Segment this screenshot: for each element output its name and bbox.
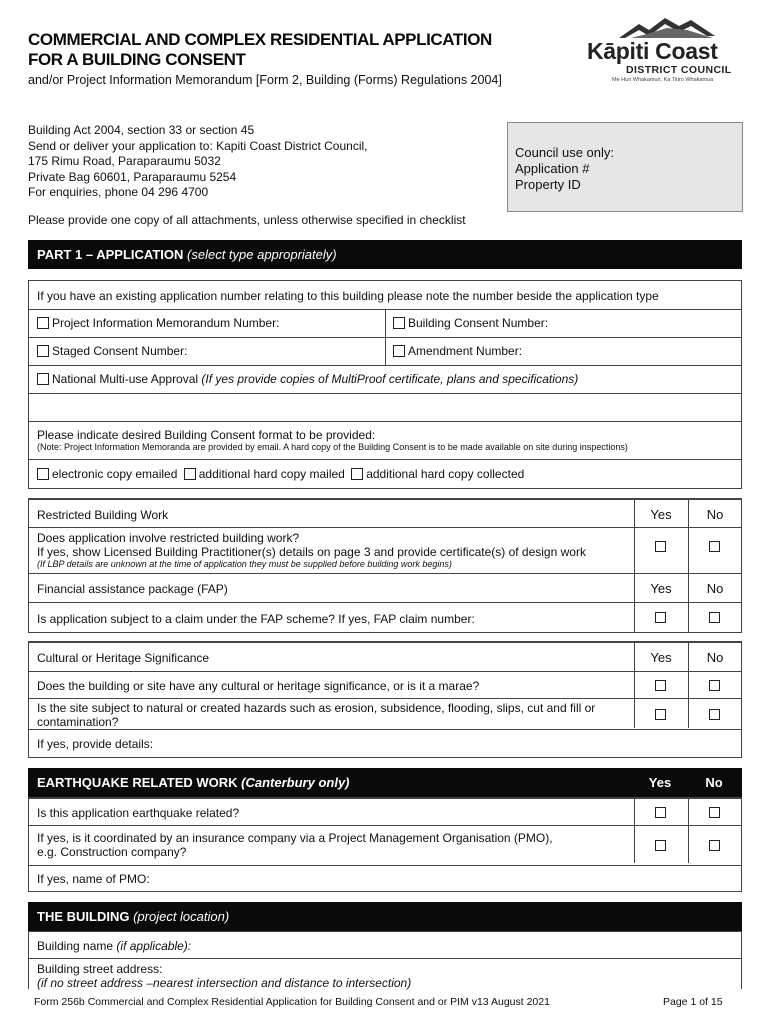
- building-table: [28, 931, 742, 989]
- fap-question-row: [29, 602, 741, 632]
- heritage-yes-header: Yes: [650, 650, 672, 665]
- council-use-box: [507, 122, 743, 212]
- earthquake-yes-header: Yes: [648, 775, 672, 790]
- existing-note-row: [29, 281, 741, 309]
- address-line: Private Bag 60601, Paraparaumu 5254: [28, 169, 237, 184]
- multiuse-checkbox[interactable]: [37, 373, 49, 385]
- bc-label: Building Consent Number:: [408, 316, 549, 330]
- fap-yes-header: Yes: [650, 581, 672, 596]
- logo-council: DISTRICT COUNCIL: [626, 64, 732, 76]
- footer-form-id: Form 256b Commercial and Complex Residential Application for Building Consent and or PIM v13 August 2021: [34, 996, 550, 1008]
- hazards-yes-checkbox[interactable]: [655, 709, 666, 720]
- address-line: 175 Rimu Road, Paraparaumu 5032: [28, 154, 221, 168]
- building-name-label: Building name: [37, 939, 114, 953]
- electronic-copy-checkbox[interactable]: [37, 468, 49, 480]
- council-use-label: Council use only:: [515, 145, 614, 160]
- address-line: For enquiries, phone 04 296 4700: [28, 185, 209, 199]
- part1-heading: PART 1 – APPLICATION: [37, 247, 184, 262]
- heritage-heading: Cultural or Heritage Significance: [37, 651, 210, 665]
- heritage-details-row: [29, 729, 741, 757]
- rbw-no-header: No: [706, 507, 724, 522]
- fap-header-row: [29, 573, 741, 602]
- address-line: Building Act 2004, section 33 or section 45: [28, 123, 255, 137]
- building-street-row: [29, 958, 741, 990]
- fap-heading: Financial assistance package (FAP): [37, 582, 228, 596]
- heritage-q1-row: [29, 671, 741, 698]
- rbw-question-detail: If yes, show Licensed Building Practitioner(s) details on page 3 and provide certificate(s) of design work: [37, 545, 586, 559]
- bc-checkbox[interactable]: [393, 317, 405, 329]
- pmo-row: [29, 865, 741, 891]
- earthquake-heading-note: (Canterbury only): [241, 775, 350, 790]
- hard-copy-mailed-checkbox[interactable]: [184, 468, 196, 480]
- earthquake-table: [28, 797, 742, 892]
- format-note: (Note: Project Information Memoranda are provided by email. A hard copy of the Building Consent is to be made available on site during inspections): [37, 442, 628, 452]
- heritage-header-row: [29, 642, 741, 671]
- rbw-no-checkbox[interactable]: [709, 541, 720, 552]
- rbw-yes-header: Yes: [650, 507, 672, 522]
- multiuse-label: National Multi-use Approval: [52, 372, 199, 386]
- rbw-yes-checkbox[interactable]: [655, 541, 666, 552]
- heritage-details-label: If yes, provide details:: [37, 737, 154, 751]
- address-line: Send or deliver your application to: Kapiti Coast District Council,: [28, 138, 368, 153]
- logo-tagline: Me Huri Whakamuri, Ka Titiro Whakamua: [612, 77, 714, 83]
- heritage-q1: Does the building or site have any cultural or heritage significance, or is it a marae?: [37, 679, 480, 693]
- page-title: [28, 30, 492, 70]
- heritage-no-header: No: [706, 650, 724, 665]
- rbw-heading: Restricted Building Work: [37, 508, 169, 522]
- hard-copy-mailed-label: additional hard copy mailed: [198, 467, 345, 481]
- earthquake-q1-no-checkbox[interactable]: [709, 807, 720, 818]
- hard-copy-collected-label: additional hard copy collected: [366, 467, 525, 481]
- property-id-label: Property ID: [515, 177, 581, 192]
- earthquake-header: [28, 768, 742, 797]
- fap-yes-checkbox[interactable]: [655, 612, 666, 623]
- application-table: [28, 280, 742, 489]
- building-name-row: [29, 932, 741, 958]
- fap-no-header: No: [706, 581, 724, 596]
- title-line-1: COMMERCIAL AND COMPLEX RESIDENTIAL APPLICATION: [28, 30, 492, 49]
- blank-row: [29, 393, 741, 421]
- earthquake-q1: Is this application earthquake related?: [37, 806, 240, 820]
- earthquake-q2-yes-checkbox[interactable]: [655, 840, 666, 851]
- earthquake-q1-yes-checkbox[interactable]: [655, 807, 666, 818]
- rbw-question: Does application involve restricted building work?: [37, 531, 300, 545]
- earthquake-q1-row: [29, 798, 741, 825]
- fap-no-checkbox[interactable]: [709, 612, 720, 623]
- form-subtitle: and/or Project Information Memorandum [Form 2, Building (Forms) Regulations 2004]: [28, 73, 502, 87]
- format-row: [29, 421, 741, 459]
- part1-heading-note: (select type appropriately): [187, 247, 337, 262]
- hazards-question-cont: contamination?: [37, 715, 119, 729]
- logo-name: Kāpiti Coast: [587, 38, 718, 64]
- rbw-question-row: [29, 527, 741, 573]
- staged-label: Staged Consent Number:: [52, 344, 188, 358]
- earthquake-q2-no-checkbox[interactable]: [709, 840, 720, 851]
- mountains-logo-icon: [617, 14, 717, 40]
- hard-copy-collected-checkbox[interactable]: [351, 468, 363, 480]
- staged-row: [29, 337, 741, 365]
- pim-row: [29, 309, 741, 337]
- earthquake-no-header: No: [705, 775, 723, 790]
- footer-page-number: Page 1 of 15: [663, 996, 723, 1008]
- heritage-q1-yes-checkbox[interactable]: [655, 680, 666, 691]
- format-options-row: [29, 459, 741, 488]
- part1-header: [28, 240, 742, 269]
- council-logo: [587, 14, 737, 84]
- amendment-checkbox[interactable]: [393, 345, 405, 357]
- rbw-note: (If LBP details are unknown at the time of application they must be supplied before building work begins): [37, 559, 452, 569]
- building-name-note: (if applicable):: [116, 939, 192, 953]
- street-address-label: Building street address:: [37, 962, 163, 976]
- hazards-question: Is the site subject to natural or created hazards such as erosion, subsidence, flooding, slips, cut and fill or: [37, 701, 596, 715]
- multiuse-note: (If yes provide copies of MultiProof certificate, plans and specifications): [201, 372, 579, 386]
- building-heading: THE BUILDING: [37, 909, 130, 924]
- rbw-table: [28, 498, 742, 633]
- electronic-copy-label: electronic copy emailed: [52, 467, 178, 481]
- pim-checkbox[interactable]: [37, 317, 49, 329]
- format-label: Please indicate desired Building Consent format to be provided:: [37, 428, 376, 442]
- heritage-q1-no-checkbox[interactable]: [709, 680, 720, 691]
- pmo-label: If yes, name of PMO:: [37, 872, 150, 886]
- hazards-row: [29, 698, 741, 729]
- title-line-2: FOR A BUILDING CONSENT: [28, 50, 246, 69]
- multiuse-row: [29, 365, 741, 393]
- earthquake-q2: If yes, is it coordinated by an insurance company via a Project Management Organisation (PMO),: [37, 831, 553, 845]
- building-header: [28, 902, 742, 931]
- earthquake-heading: EARTHQUAKE RELATED WORK: [37, 775, 238, 790]
- heritage-table: [28, 641, 742, 758]
- pim-label: Project Information Memorandum Number:: [52, 316, 280, 330]
- staged-checkbox[interactable]: [37, 345, 49, 357]
- earthquake-q2-row: [29, 825, 741, 865]
- rbw-header-row: [29, 499, 741, 527]
- hazards-no-checkbox[interactable]: [709, 709, 720, 720]
- amendment-label: Amendment Number:: [408, 344, 523, 358]
- street-address-note: (if no street address –nearest intersection and distance to intersection): [37, 976, 412, 990]
- existing-note: If you have an existing application number relating to this building please note the number beside the application type: [37, 289, 659, 303]
- attachments-note: Please provide one copy of all attachments, unless otherwise specified in checklist: [28, 213, 466, 227]
- fap-question: Is application subject to a claim under the FAP scheme? If yes, FAP claim number:: [37, 612, 475, 626]
- building-heading-note: (project location): [133, 909, 230, 924]
- address-block: [28, 123, 368, 201]
- application-number-label: Application #: [515, 161, 590, 176]
- earthquake-q2-cont: e.g. Construction company?: [37, 845, 187, 859]
